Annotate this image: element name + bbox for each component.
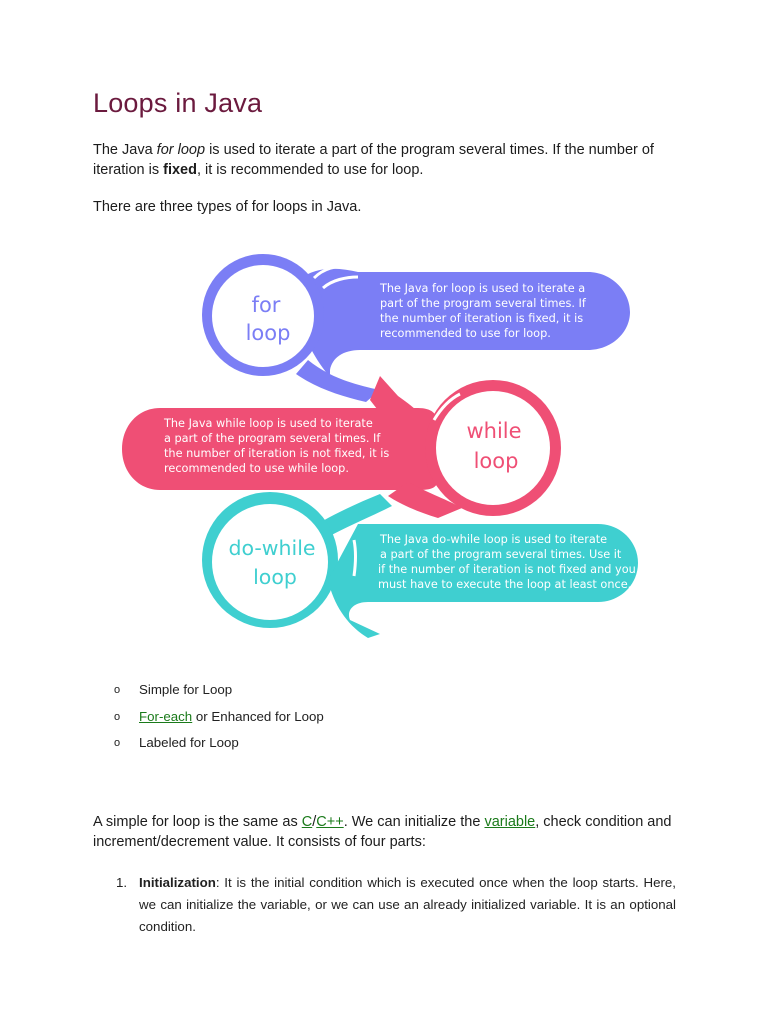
paragraph-text: A simple for loop is the same as <box>93 814 302 830</box>
item-number: 1. <box>116 875 128 890</box>
for-loop-label-line2: loop <box>245 321 291 345</box>
intro-text: , it is recommended to use for loop. <box>196 162 424 178</box>
list-item <box>114 733 324 760</box>
intro-italic: for loop <box>156 142 206 158</box>
simple-for-loop-paragraph <box>93 812 683 852</box>
do-while-loop-label-line1: do-while <box>228 536 316 560</box>
intro-text: is used to iterate a part of the program several times. If the number of iteration is <box>93 142 654 178</box>
list-item <box>114 707 324 734</box>
do-while-loop-shape <box>202 492 639 638</box>
loop-types-diagram <box>118 250 648 640</box>
list-item <box>114 680 324 707</box>
cpp-language-link[interactable]: C++ <box>316 814 344 830</box>
page-title: Loops in Java <box>93 88 263 118</box>
paragraph-text: / <box>312 814 317 830</box>
numbered-item-body <box>139 872 676 938</box>
do-while-desc-line: if the number of iteration is not fixed and you <box>378 563 636 576</box>
while-desc-line: recommended to use while loop. <box>164 462 349 475</box>
do-while-desc-line: a part of the program several times. Use it <box>380 548 622 561</box>
bullet-circle-icon: o <box>114 684 121 696</box>
numbered-item <box>116 872 676 938</box>
item-term: Initialization <box>139 875 216 890</box>
while-desc-line: a part of the program several times. If <box>164 432 381 445</box>
bullet-circle-icon: o <box>114 710 121 723</box>
for-loop-label-line1: for <box>251 293 281 317</box>
while-loop-shape <box>122 376 561 518</box>
while-loop-label-line1: while <box>466 419 522 443</box>
while-loop-label-line2: loop <box>473 449 519 473</box>
for-desc-line: recommended to use for loop. <box>380 327 551 340</box>
for-desc-line: The Java for loop is used to iterate a <box>380 282 586 295</box>
intro-bold: fixed <box>163 162 197 178</box>
intro-paragraph <box>93 140 683 180</box>
while-desc-line: The Java while loop is used to iterate <box>164 417 373 430</box>
for-loop-shape <box>202 254 630 402</box>
while-desc-line: the number of iteration is not fixed, it is <box>164 447 390 460</box>
list-item-text: Labeled for Loop <box>139 735 239 750</box>
intro-text: The Java <box>93 142 157 158</box>
do-while-loop-label-line2: loop <box>253 565 297 589</box>
do-while-desc-line: must have to execute the loop at least once. <box>378 578 632 591</box>
for-desc-line: the number of iteration is fixed, it is <box>380 312 584 325</box>
loop-types-list <box>114 680 324 760</box>
list-item-text: or Enhanced for Loop <box>192 708 324 724</box>
variable-link[interactable]: variable <box>484 814 536 830</box>
paragraph-text: . We can initialize the <box>343 814 485 830</box>
for-desc-line: part of the program several times. If <box>380 297 586 310</box>
for-each-link[interactable]: For-each <box>139 708 193 724</box>
numbered-list <box>116 872 676 938</box>
types-sentence: There are three types of for loops in Java. <box>93 199 362 215</box>
bullet-circle-icon: o <box>114 737 121 749</box>
paragraph-text: , check condition and increment/decrement value. It consists of four parts: <box>93 814 672 850</box>
do-while-desc-line: The Java do-while loop is used to iterate <box>380 533 608 546</box>
c-language-link[interactable]: C <box>301 814 313 830</box>
list-item-text: Simple for Loop <box>139 682 233 697</box>
item-text: : It is the initial condition which is executed once when the loop starts. Here, we can initialize the variable, or we can use an already initialized variable. It is an optional condition. <box>139 875 676 934</box>
